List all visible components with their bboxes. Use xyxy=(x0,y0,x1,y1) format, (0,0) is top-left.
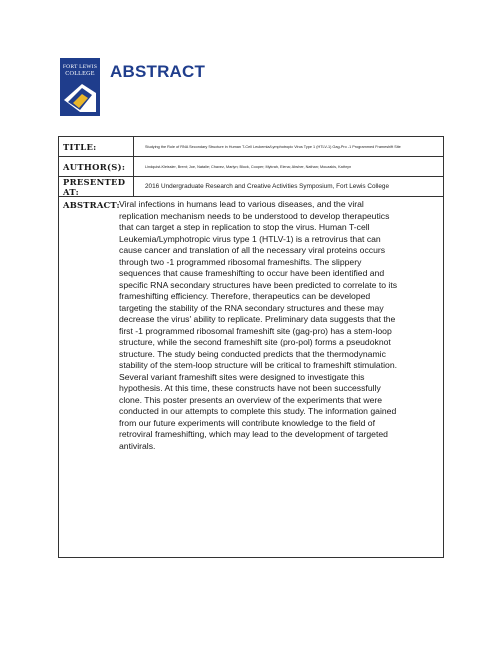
abstract-line: targeting the stability of the RNA secondary structures and these may xyxy=(119,302,384,313)
presented-row xyxy=(59,177,443,197)
abstract-line: sequences that cause frameshifting to occur have been identified and xyxy=(119,268,385,278)
abstract-line: hypothesis. At this time, these constructs have not been successfully xyxy=(119,383,381,393)
authors-value: Lindquist-Kleissler, Brent; Joe, Natalie; Chavez, Marlyn; Block, Cooper; Mykrah, Elena; Absher, Nathan; Mouzakis, Kathryn xyxy=(145,164,352,169)
title-value: Studying the Role of RNA Secondary Structure in Human T-Cell Leukemia/Lymphotropic Virus Type 1 (HTLV-1) Gag-Pro -1 Programmed Frameshift Site xyxy=(145,144,401,149)
abstract-row xyxy=(59,197,443,557)
abstract-line: structure, while the second frameshift site (pro-pol) forms a pseudoknot xyxy=(119,337,391,347)
abstract-text xyxy=(119,197,443,557)
presented-label: PRESENTED AT: xyxy=(59,177,134,196)
abstract-line: clone. This poster presents an overview of the experiments that were xyxy=(119,394,383,405)
abstract-line: specific RNA secondary structures have been predicted to correlate to its xyxy=(119,279,398,290)
abstract-line: from our future experiments will contribute knowledge to the field of xyxy=(119,417,376,428)
abstract-line: antivirals. xyxy=(119,440,156,451)
abstract-line: first -1 programmed ribosomal frameshift site (gag-pro) has a stem-loop xyxy=(119,325,392,336)
mountain-icon xyxy=(64,80,96,112)
abstract-line: frameshifting efficiency. Therefore, therapeutics can be developed xyxy=(119,291,371,301)
abstract-line: structure. The study being conducted predicts that the thermodynamic xyxy=(119,348,386,359)
abstract-line: Several variant frameshift sites were designed to investigate this xyxy=(119,371,365,382)
abstract-line: stability of the stem-loop structure will be critical to frameshift stimulation. xyxy=(119,360,398,370)
abstract-line: that can target a step in replication to stop the virus. Human T-cell xyxy=(119,222,370,232)
abstract-line: decrease the virus' ability to replicate. Preliminary data suggests that the xyxy=(119,314,396,324)
abstract-line: conducted in our attempts to complete this study. The information gained xyxy=(119,406,397,416)
logo-line-1: FORT LEWIS xyxy=(62,64,98,70)
college-logo xyxy=(60,58,100,116)
abstract-line: retroviral frameshifting, which may lead to the development of targeted xyxy=(119,429,388,439)
title-row xyxy=(59,137,443,157)
abstract-line: cause cancer and translation of all the necessary viral proteins occurs xyxy=(119,245,386,255)
page-title: ABSTRACT xyxy=(110,62,206,81)
abstract-table xyxy=(58,136,444,558)
abstract-line: Leukemia/Lymphotropic virus type 1 (HTLV-1) is a retrovirus that can xyxy=(119,233,381,244)
abstract-line: Viral infections in humans lead to various diseases, and the viral xyxy=(119,199,364,209)
logo-line-2: COLLEGE xyxy=(65,70,95,77)
presented-value: 2016 Undergraduate Research and Creative Activities Symposium, Fort Lewis College xyxy=(145,183,390,190)
title-label: TITLE: xyxy=(59,137,134,156)
authors-row xyxy=(59,157,443,177)
abstract-line: replication mechanism needs to be understood to develop therapeutics xyxy=(119,210,390,221)
authors-label: AUTHOR(S): xyxy=(59,157,134,176)
abstract-label: ABSTRACT: xyxy=(63,200,120,210)
abstract-line: through two -1 programmed ribosomal frameshifts. The slippery xyxy=(119,256,362,267)
